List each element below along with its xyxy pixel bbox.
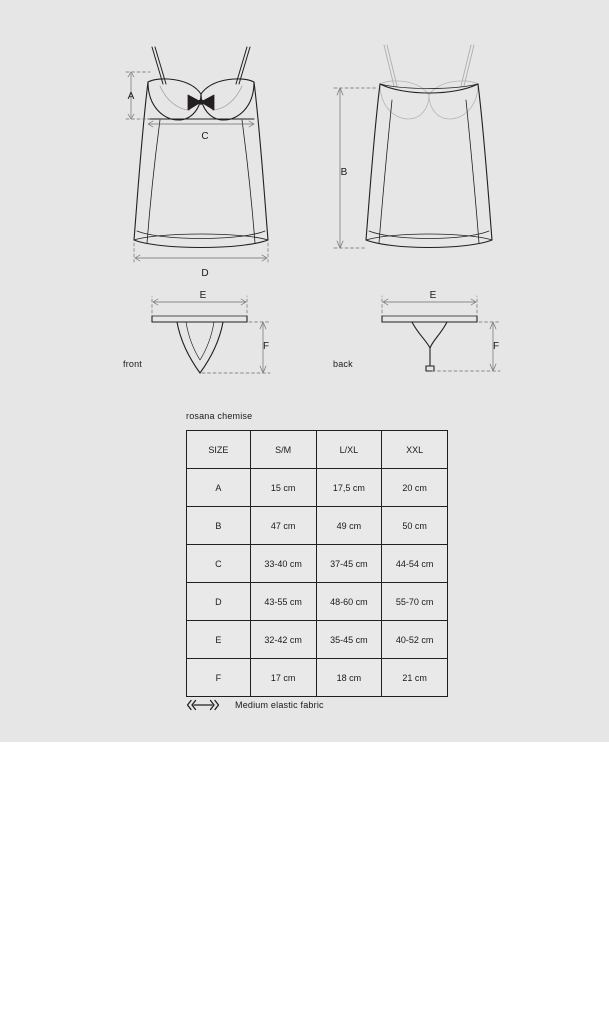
cell-xxl: 21 cm <box>382 659 448 697</box>
cell-lxl: 48-60 cm <box>316 583 382 621</box>
table-row <box>187 545 448 583</box>
cell-xxl: 40-52 cm <box>382 621 448 659</box>
row-label: D <box>187 583 251 621</box>
elastic-fabric-note <box>186 699 324 711</box>
table-row <box>187 583 448 621</box>
cell-sm: 33-40 cm <box>250 545 316 583</box>
cell-lxl: 49 cm <box>316 507 382 545</box>
cell-sm: 17 cm <box>250 659 316 697</box>
table-header-lxl: L/XL <box>316 431 382 469</box>
cell-lxl: 17,5 cm <box>316 469 382 507</box>
cell-lxl: 18 cm <box>316 659 382 697</box>
table-row <box>187 621 448 659</box>
cell-xxl: 50 cm <box>382 507 448 545</box>
table-row <box>187 507 448 545</box>
dimension-label-b: B <box>340 167 348 178</box>
row-label: F <box>187 659 251 697</box>
elastic-note-text: Medium elastic fabric <box>235 700 324 710</box>
cell-sm: 15 cm <box>250 469 316 507</box>
cell-sm: 43-55 cm <box>250 583 316 621</box>
row-label: C <box>187 545 251 583</box>
row-label: E <box>187 621 251 659</box>
garment-diagrams <box>0 0 609 395</box>
cell-sm: 47 cm <box>250 507 316 545</box>
cell-lxl: 37-45 cm <box>316 545 382 583</box>
dimension-label-f-back: F <box>492 341 500 352</box>
table-row <box>187 469 448 507</box>
cell-xxl: 20 cm <box>382 469 448 507</box>
table-header-row <box>187 431 448 469</box>
double-arrow-icon <box>186 699 220 711</box>
view-label-back: back <box>333 359 353 369</box>
table-header-size: SIZE <box>187 431 251 469</box>
dimension-label-c: C <box>201 131 209 142</box>
dimension-label-e-back: E <box>429 290 437 301</box>
table-row <box>187 659 448 697</box>
dimension-label-a: A <box>127 91 135 102</box>
table-header-sm: S/M <box>250 431 316 469</box>
cell-sm: 32-42 cm <box>250 621 316 659</box>
view-label-front: front <box>123 359 143 369</box>
row-label: A <box>187 469 251 507</box>
dimension-label-d: D <box>201 268 209 279</box>
product-name: rosana chemise <box>186 411 253 421</box>
cell-xxl: 44-54 cm <box>382 545 448 583</box>
table-header-xxl: XXL <box>382 431 448 469</box>
cell-lxl: 35-45 cm <box>316 621 382 659</box>
technical-drawings-svg <box>0 0 609 395</box>
row-label: B <box>187 507 251 545</box>
dimension-label-e-front: E <box>199 290 207 301</box>
dimension-label-f-front: F <box>262 341 270 352</box>
cell-xxl: 55-70 cm <box>382 583 448 621</box>
size-table <box>186 430 448 697</box>
